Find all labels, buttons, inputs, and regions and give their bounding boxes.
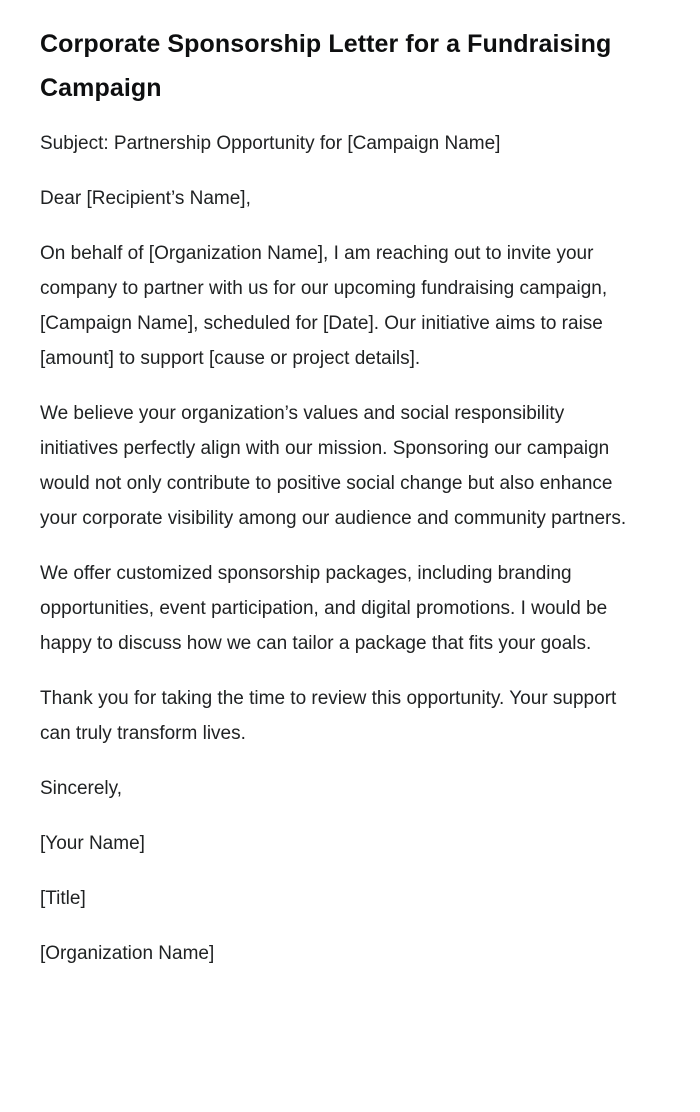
body-paragraph-alignment: We believe your organization’s values and social responsibility initiatives perfectly align with our mission. Sponsoring our campaign would not only contribute to positive social change but also enhance your corporate visibility among our audience and community partners.: [40, 403, 627, 529]
body-paragraph-packages: We offer customized sponsorship packages, including branding opportunities, event participation, and digital promotions. I would be happy to discuss how we can tailor a package that fits your goals.: [40, 563, 608, 654]
closing: Sincerely,: [40, 778, 123, 799]
page-title: Corporate Sponsorship Letter for a Fundraising Campaign: [40, 30, 612, 102]
body-paragraph-intro: On behalf of [Organization Name], I am reaching out to invite your company to partner with us for our upcoming fundraising campaign, [Campaign Name], scheduled for [Date]. Our initiative aims to raise [amount] to support [cause or project details].: [40, 243, 608, 369]
signature-name: [Your Name]: [40, 833, 145, 854]
subject-line: Subject: Partnership Opportunity for [Campaign Name]: [40, 133, 501, 154]
salutation: Dear [Recipient’s Name],: [40, 188, 251, 209]
body-paragraph-thanks: Thank you for taking the time to review this opportunity. Your support can truly transform lives.: [40, 688, 617, 744]
signature-organization: [Organization Name]: [40, 943, 215, 964]
signature-title: [Title]: [40, 888, 86, 909]
